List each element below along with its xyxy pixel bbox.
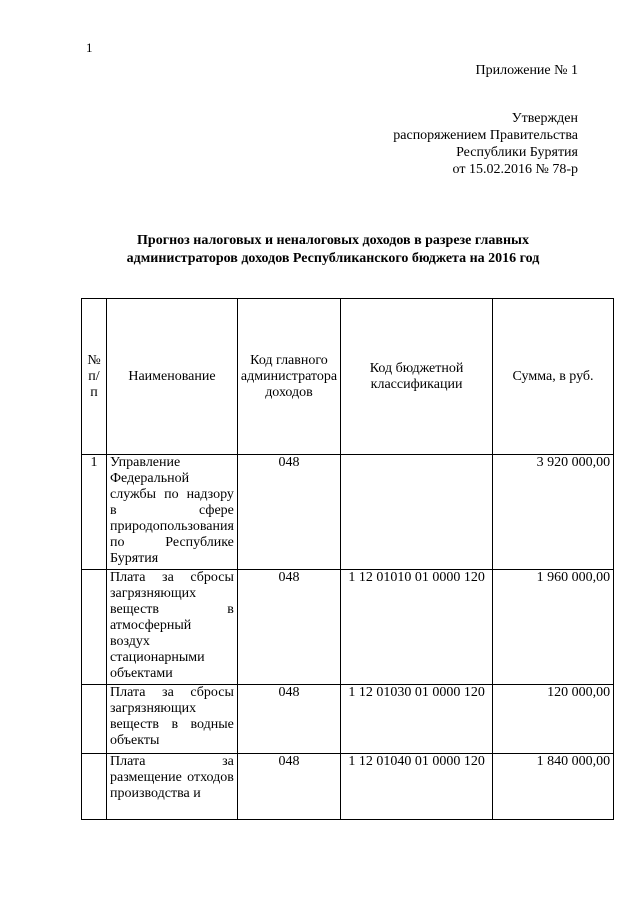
header-budget-code: Код бюджетной классификации	[341, 299, 493, 455]
header-admin-code: Код главного администратора доходов	[237, 299, 340, 455]
row-num	[82, 754, 107, 820]
row-admin-code: 048	[237, 685, 340, 754]
row-budget-code	[341, 455, 493, 570]
row-name: Плата за сбросы загрязняющих веществ в водные объекты	[107, 685, 238, 754]
table-row	[82, 455, 614, 570]
row-budget-code: 1 12 01030 01 0000 120	[341, 685, 493, 754]
row-admin-code: 048	[237, 570, 340, 685]
row-sum: 1 960 000,00	[493, 570, 614, 685]
table-row	[82, 685, 614, 754]
row-sum: 1 840 000,00	[493, 754, 614, 820]
table-header-row	[82, 299, 614, 455]
header-name: Наименование	[107, 299, 238, 455]
title-line-2: администраторов доходов Республиканского бюджета на 2016 год	[126, 251, 540, 266]
page-number: 1	[86, 40, 93, 55]
approval-block	[393, 110, 578, 178]
row-num: 1	[82, 455, 107, 570]
row-name: Управление Федеральной службы по надзору в сфере природопользования по Республике Бурятия	[107, 455, 238, 570]
table-row	[82, 754, 614, 820]
row-budget-code: 1 12 01040 01 0000 120	[341, 754, 493, 820]
row-num	[82, 570, 107, 685]
header-num: № п/п	[82, 299, 107, 455]
row-name: Плата за размещение отходов производства и	[107, 754, 238, 820]
approval-line-1: Утвержден	[511, 111, 578, 126]
table-row	[82, 570, 614, 685]
header-sum: Сумма, в руб.	[493, 299, 614, 455]
row-sum: 3 920 000,00	[493, 455, 614, 570]
row-num	[82, 685, 107, 754]
approval-line-4: от 15.02.2016 № 78-р	[452, 162, 578, 177]
appendix-label: Приложение № 1	[475, 63, 578, 78]
approval-line-3: Республики Бурятия	[456, 145, 578, 160]
row-admin-code: 048	[237, 754, 340, 820]
approval-line-2: распоряжением Правительства	[393, 128, 578, 143]
title-line-1: Прогноз налоговых и неналоговых доходов в разрезе главных	[137, 233, 529, 248]
row-budget-code: 1 12 01010 01 0000 120	[341, 570, 493, 685]
document-title	[80, 232, 586, 268]
row-sum: 120 000,00	[493, 685, 614, 754]
revenue-table	[81, 298, 614, 820]
row-name: Плата за сбросы загрязняющих веществ в атмосферный воздух стационарными объектами	[107, 570, 238, 685]
row-admin-code: 048	[237, 455, 340, 570]
